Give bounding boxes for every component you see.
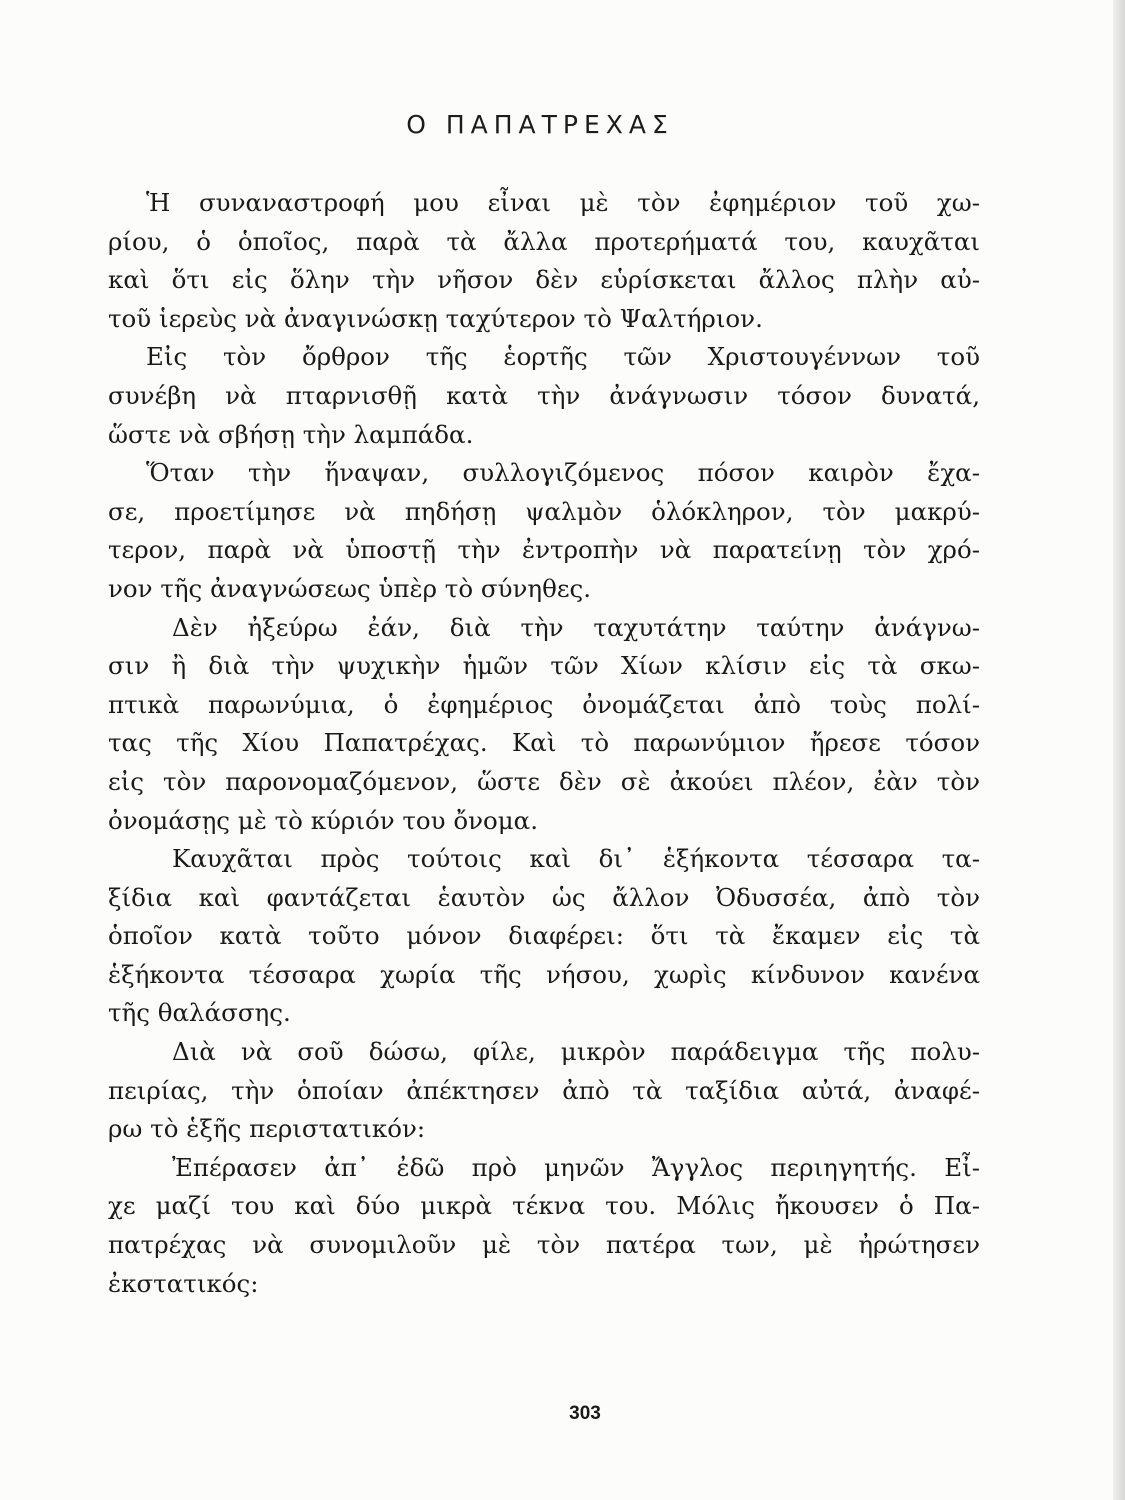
page-number: 303 [569,1403,601,1424]
text-line: πειρίας, τὴν ὁποίαν ἀπέκτησεν ἀπὸ τὰ ταξίδια αὐτά, ἀναφέ- [108,1075,980,1105]
text-line: ρω τὸ ἑξῆς περιστατικόν: [108,1114,426,1144]
text-line: ὁποῖον κατὰ τοῦτο μόνον διαφέρει: ὅτι τὰ ἔκαμεν εἰς τὰ [108,921,980,951]
body-text [108,184,980,1303]
text-line: χε μαζί του καὶ δύο μικρὰ τέκνα του. Μόλις ἤκουσεν ὁ Πα- [108,1191,980,1221]
page-edge-shadow [1113,0,1125,1500]
text-line: Ὅταν τὴν ἥναψαν, συλλογιζόμενος πόσον καιρὸν ἔχα- [146,458,980,488]
text-line: ὥστε νὰ σβήσῃ τὴν λαμπάδα. [108,419,474,449]
text-line: Ἡ συναναστροφή μου εἶναι μὲ τὸν ἐφημέριον τοῦ χω- [146,188,980,217]
text-line: πατρέχας νὰ συνομιλοῦν μὲ τὸν πατέρα των, μὲ ἠρώτησεν [108,1230,980,1260]
text-line: νον τῆς ἀναγνώσεως ὑπὲρ τὸ σύνηθες. [108,573,592,603]
chapter-title: Ο ΠΑΠΑΤΡΕΧΑΣ [406,110,674,139]
text-line: τερον, παρὰ νὰ ὑποστῇ τὴν ἐντροπὴν νὰ παρατείνῃ τὸν χρό- [108,535,980,565]
text-line: ἑξήκοντα τέσσαρα χωρία τῆς νήσου, χωρὶς κίνδυνον κανένα [108,959,980,989]
text-line: Καυχᾶται πρὸς τούτοις καὶ δι᾽ ἑξήκοντα τέσσαρα τα- [172,844,980,874]
text-line: Ἐπέρασεν ἀπ᾽ ἐδῶ πρὸ μηνῶν Ἄγγλος περιηγητής. Εἶ- [172,1152,980,1182]
text-line: Διὰ νὰ σοῦ δώσω, φίλε, μικρὸν παράδειγμα τῆς πολυ- [172,1037,980,1067]
text-line: ρίου, ὁ ὁποῖος, παρὰ τὰ ἄλλα προτερήματά του, καυχᾶται [108,226,980,256]
text-line: πτικὰ παρωνύμια, ὁ ἐφημέριος ὀνομάζεται ἀπὸ τοὺς πολί- [108,689,980,719]
text-line: σε, προετίμησε νὰ πηδήσῃ ψαλμὸν ὁλόκληρον, τὸν μακρύ- [108,496,980,526]
text-line: ὀνομάσῃς μὲ τὸ κύριόν του ὄνομα. [108,805,539,835]
text-line: καὶ ὅτι εἰς ὅλην τὴν νῆσον δὲν εὑρίσκεται ἄλλος πλὴν αὐ- [108,265,980,295]
text-line: τας τῆς Χίου Παπατρέχας. Καὶ τὸ παρωνύμιον ἤρεσε τόσον [108,728,980,758]
text-line: ἐκστατικός: [108,1268,259,1298]
text-line: συνέβη νὰ πταρνισθῇ κατὰ τὴν ἀνάγνωσιν τόσον δυνατά, [108,380,980,410]
text-line: ξίδια καὶ φαντάζεται ἑαυτὸν ὡς ἄλλον Ὀδυσσέα, ἀπὸ τὸν [108,882,980,912]
text-line: Εἰς τὸν ὄρθρον τῆς ἑορτῆς τῶν Χριστουγέννων τοῦ [146,342,980,372]
text-line: Δὲν ἠξεύρω ἐάν, διὰ τὴν ταχυτάτην ταύτην ἀνάγνω- [172,612,980,642]
text-line: εἰς τὸν παρονομαζόμενον, ὥστε δὲν σὲ ἀκούει πλέον, ἐὰν τὸν [108,766,980,796]
text-line: τῆς θαλάσσης. [108,998,291,1028]
text-line: τοῦ ἱερεὺς νὰ ἀναγινώσκῃ ταχύτερον τὸ Ψαλτήριον. [108,303,763,333]
text-line: σιν ἢ διὰ τὴν ψυχικὴν ἡμῶν τῶν Χίων κλίσιν εἰς τὰ σκω- [108,651,980,681]
